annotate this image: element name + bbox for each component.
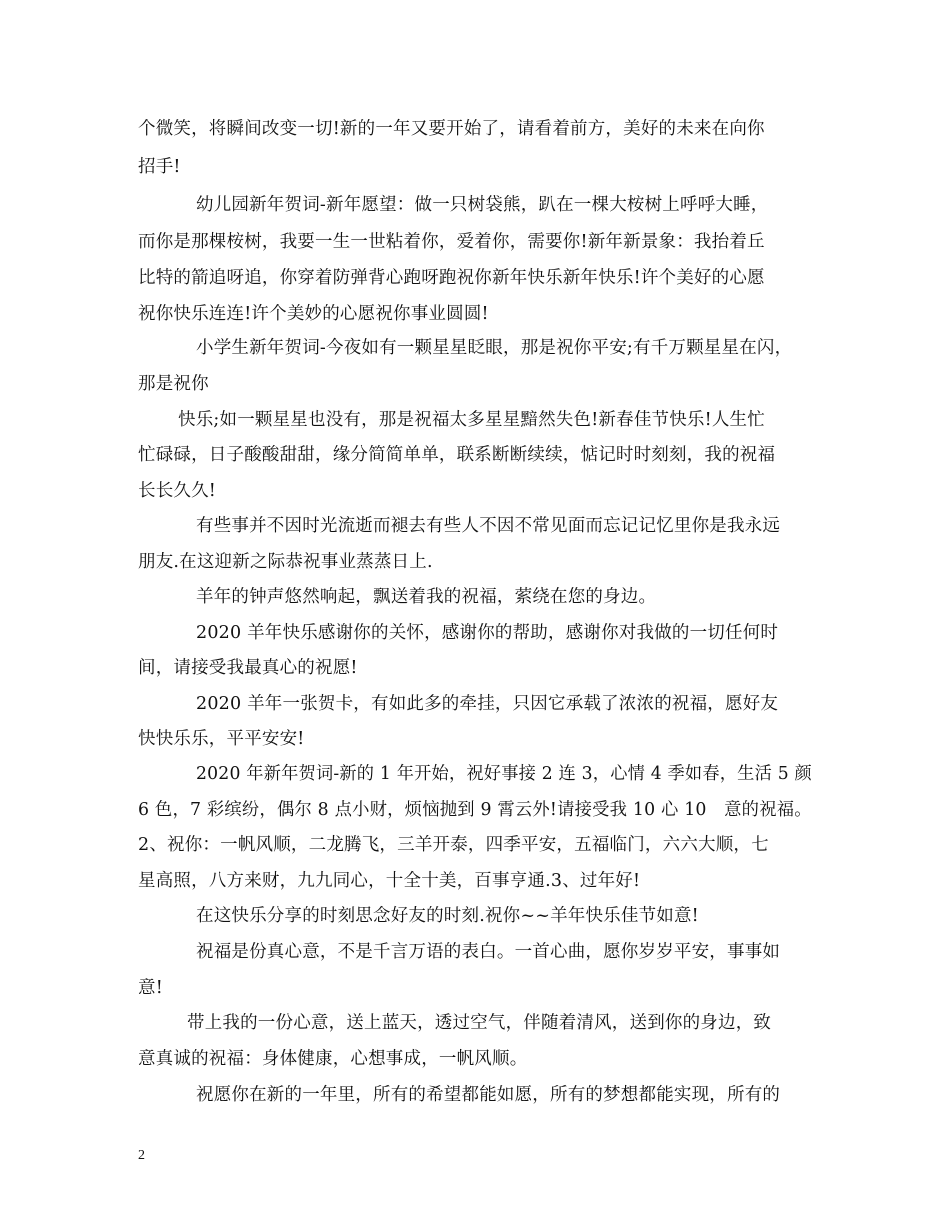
text-line: 有些事并不因时光流逝而褪去有些人不因不常见面而忘记记忆里你是我永远 — [196, 516, 781, 536]
text-line: 2、祝你：一帆风顺，二龙腾飞，三羊开泰，四季平安，五福临门，六六大顺，七 — [138, 835, 769, 855]
text-line: 2020 羊年一张贺卡，有如此多的牵挂，只因它承载了浓浓的祝福，愿好友 — [196, 694, 779, 714]
text-line: 在这快乐分享的时刻思念好友的时刻.祝你~~羊年快乐佳节如意! — [196, 906, 699, 926]
text-line: 幼儿园新年贺词-新年愿望：做一只树袋熊，趴在一棵大桉树上呼呼大睡， — [196, 195, 769, 215]
text-line: 而你是那棵桉树，我要一生一世粘着你，爱着你，需要你!新年新景象：我抬着丘 — [138, 232, 765, 252]
text-line: 祝你快乐连连!许个美妙的心愿祝你事业圆圆! — [138, 304, 489, 324]
text-line: 间，请接受我最真心的祝愿! — [138, 658, 358, 678]
text-line: 意! — [138, 978, 163, 998]
text-line: 祝福是份真心意，不是千言万语的表白。一首心曲，愿你岁岁平安，事事如 — [196, 942, 781, 962]
text-line: 小学生新年贺词-今夜如有一颗星星眨眼，那是祝你平安;有千万颗星星在闪， — [196, 338, 793, 358]
text-line: 朋友.在这迎新之际恭祝事业蒸蒸日上. — [138, 552, 433, 572]
text-line: 6 色，7 彩缤纷，偶尔 8 点小财，烦恼抛到 9 霄云外!请接受我 10 心 10 意的祝福。 — [138, 800, 812, 820]
text-line: 快快乐乐，平平安安! — [138, 729, 305, 749]
text-line: 意真诚的祝福：身体健康，心想事成，一帆风顺。 — [138, 1049, 528, 1069]
text-line: 2020 年新年贺词-新的 1 年开始，祝好事接 2 连 3，心情 4 季如春，生活 5 颜 — [196, 764, 812, 784]
text-line: 招手! — [138, 157, 181, 177]
text-line: 带上我的一份心意，送上蓝天，透过空气，伴随着清风，送到你的身边，致 — [187, 1013, 772, 1033]
text-line: 忙碌碌，日子酸酸甜甜，缘分简简单单，联系断断续续，惦记时时刻刻，我的祝福 — [138, 445, 776, 465]
text-line: 快乐;如一颗星星也没有，那是祝福太多星星黯然失色!新春佳节快乐!人生忙 — [178, 410, 765, 430]
text-line: 羊年的钟声悠然响起，飘送着我的祝福，萦绕在您的身边。 — [196, 587, 657, 607]
text-line: 长长久久! — [138, 481, 217, 501]
page-number: 2 — [138, 1148, 145, 1163]
text-line: 2020 羊年快乐感谢你的关怀，感谢你的帮助，感谢你对我做的一切任何时 — [196, 623, 779, 643]
text-line: 那是祝你 — [138, 374, 209, 394]
text-line: 星高照，八方来财，九九同心，十全十美，百事亨通.3、过年好! — [138, 871, 641, 891]
text-line: 比特的箭追呀追，你穿着防弹背心跑呀跑祝你新年快乐新年快乐!许个美好的心愿 — [138, 268, 765, 288]
text-line: 个微笑，将瞬间改变一切!新的一年又要开始了，请看着前方，美好的未来在向你 — [138, 119, 765, 139]
text-line: 祝愿你在新的一年里，所有的希望都能如愿，所有的梦想都能实现，所有的 — [196, 1085, 781, 1105]
